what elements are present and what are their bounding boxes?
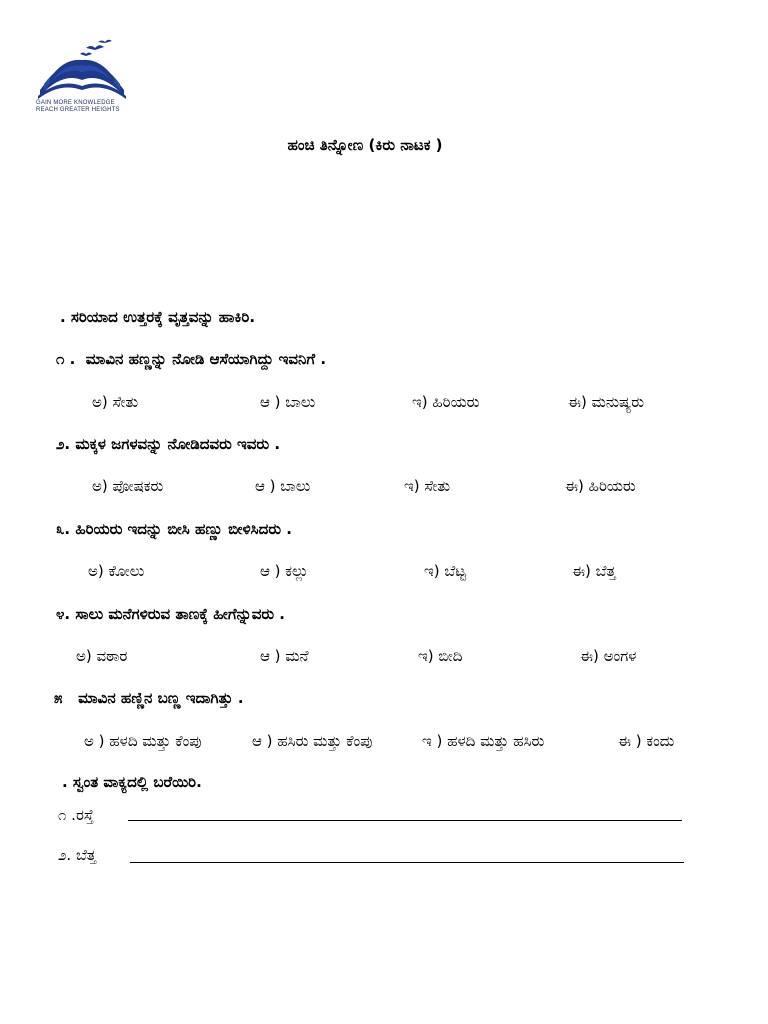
q4-option-d[interactable]: ಈ) ಅಂಗಳ <box>580 647 637 665</box>
question-text: ಸಾಲು ಮನೆಗಳಿರುವ ತಾಣಕ್ಕೆ ಹೀಗೆನ್ನುವರು . <box>75 605 285 623</box>
q5-option-b[interactable]: ಆ ) ಹಸಿರು ಮತ್ತು ಕೆಂಪು <box>252 732 373 750</box>
book-birds-icon <box>34 36 130 100</box>
question-text: ಮಾವಿನ ಹಣ್ಣನ್ನು ನೋಡಿ ಆಸೆಯಾಗಿದ್ದು ಇವನಿಗೆ . <box>85 350 327 368</box>
q1-option-b[interactable]: ಆ ) ಬಾಲು <box>260 393 316 411</box>
question-1 <box>56 350 326 368</box>
question-number: ೪. <box>56 605 71 623</box>
q2-option-c[interactable]: ಇ) ಸೇತು <box>404 477 450 495</box>
q3-option-b[interactable]: ಆ ) ಕಲ್ಲು <box>260 562 309 580</box>
page-title: ಹಂಚಿ ತಿನ್ನೋಣ (ಕಿರು ನಾಟಕ ) <box>287 136 443 154</box>
logo-tagline-2: REACH GREATER HEIGHTS <box>36 107 120 113</box>
question-number: ೧ . <box>56 350 76 368</box>
question-5 <box>54 689 244 707</box>
question-2 <box>56 435 280 453</box>
question-text: ಮಕ್ಕಳ ಜಗಳವನ್ನು ನೋಡಿದವರು ಇವರು . <box>75 435 281 453</box>
answer-line-2[interactable] <box>130 862 684 863</box>
q4-option-b[interactable]: ಆ ) ಮನೆ <box>260 647 309 665</box>
q2-option-a[interactable]: ಅ) ಪೋಷಕರು <box>92 477 164 495</box>
item-number: ೧ . <box>58 806 76 824</box>
item-word: ರಸ್ತೆ <box>75 806 94 824</box>
item-number: ೨. <box>58 846 72 864</box>
question-number: ೩. <box>56 520 71 538</box>
question-3 <box>56 520 292 538</box>
q5-option-c[interactable]: ಇ ) ಹಳದಿ ಮತ್ತು ಹಸಿರು <box>422 732 545 750</box>
q5-option-d[interactable]: ಈ ) ಕಂದು <box>618 732 675 750</box>
writing-item-2 <box>58 846 96 864</box>
q3-option-d[interactable]: ಈ) ಬೆತ್ತ <box>572 562 616 580</box>
q1-option-d[interactable]: ಈ) ಮನುಷ್ಯರು <box>568 393 644 411</box>
school-logo <box>34 36 130 114</box>
logo-tagline-1: GAIN MORE KNOWLEDGE <box>36 100 115 106</box>
section1-heading: . ಸರಿಯಾದ ಉತ್ತರಕ್ಕೆ ವೃತ್ತವನ್ನು ಹಾಕಿರಿ. <box>60 308 256 326</box>
answer-line-1[interactable] <box>128 820 682 821</box>
q2-option-b[interactable]: ಆ ) ಬಾಲು <box>255 477 311 495</box>
question-text: ಮಾವಿನ ಹಣ್ಣಿನ ಬಣ್ಣ ಇದಾಗಿತ್ತು . <box>78 689 244 707</box>
writing-item-1 <box>58 806 94 824</box>
q1-option-c[interactable]: ಇ) ಹಿರಿಯರು <box>412 393 480 411</box>
q1-option-a[interactable]: ಅ) ಸೇತು <box>92 393 139 411</box>
q2-option-d[interactable]: ಈ) ಹಿರಿಯರು <box>565 477 636 495</box>
q4-option-c[interactable]: ಇ) ಬೀದಿ <box>418 647 463 665</box>
q3-option-c[interactable]: ಇ) ಬೆಟ್ಟ <box>424 562 467 580</box>
section2-heading: . ಸ್ವಂತ ವಾಕ್ಯದಲ್ಲಿ ಬರೆಯಿರಿ. <box>62 773 202 791</box>
question-number: ೫ <box>54 689 63 707</box>
q5-option-a[interactable]: ಅ ) ಹಳದಿ ಮತ್ತು ಕೆಂಪು <box>84 732 202 750</box>
q4-option-a[interactable]: ಅ) ವಠಾರ <box>76 647 128 665</box>
item-word: ಬೆತ್ತ <box>75 846 97 864</box>
question-text: ಹಿರಿಯರು ಇದನ್ನು ಬೀಸಿ ಹಣ್ಣು ಬೀಳಿಸಿದರು . <box>75 520 292 538</box>
q3-option-a[interactable]: ಅ) ಕೋಲು <box>88 562 145 580</box>
question-4 <box>56 605 285 623</box>
question-number: ೨. <box>56 435 71 453</box>
